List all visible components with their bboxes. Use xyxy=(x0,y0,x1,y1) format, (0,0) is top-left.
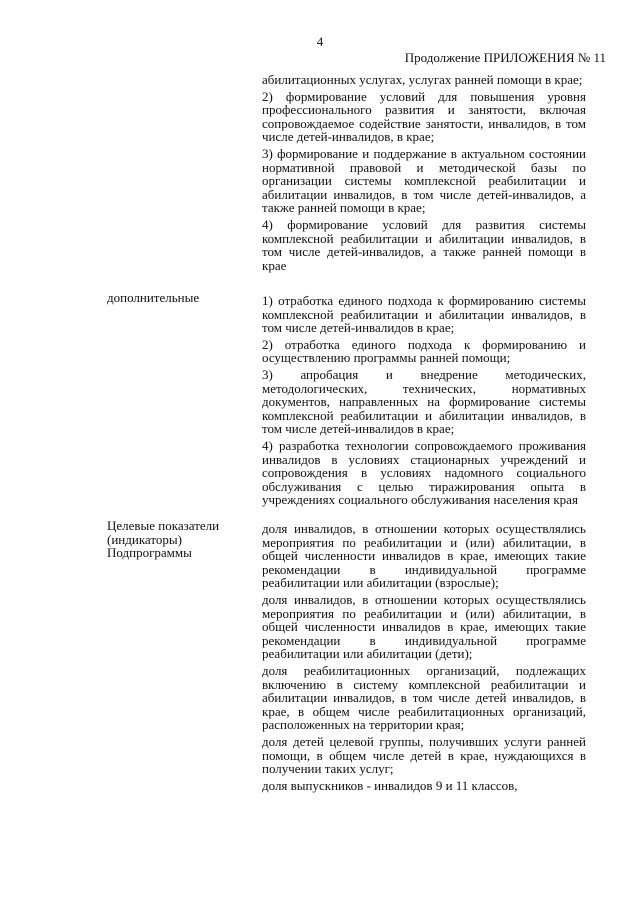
row-content xyxy=(262,519,586,792)
paragraph: доля детей целевой группы, получивших услуги ранней помощи, в общем числе детей в крае, нуждающихся в получении таких услуг; xyxy=(262,733,586,777)
appendix-continuation-header: Продолжение ПРИЛОЖЕНИЯ № 11 xyxy=(404,50,606,65)
paragraph: 3) формирование и поддержание в актуальном состоянии нормативной правовой и методической базы по организации системы комплексной реабилитации и абилитации инвалидов, в том числе детей-инвалидов, а также ранней помощи в крае; xyxy=(262,145,586,216)
paragraph: 2) формирование условий для повышения уровня профессионального развития и занятости, включая сопровождаемое содействие занятости, инвалидов, в том числе детей-инвалидов, в крае; xyxy=(262,88,586,145)
paragraph: 4) формирование условий для развития системы комплексной реабилитации и абилитации инвалидов, в том числе детей-инвалидов, а также ранней помощи в крае xyxy=(262,216,586,273)
passport-table xyxy=(0,73,640,795)
paragraph: 3) апробация и внедрение методических, методологических, технических, нормативных документов, направленных на формирование системы комплексной реабилитации и абилитации инвалидов, в том числе детей-инвалидов в крае; xyxy=(262,366,586,437)
table-row-tasks-main xyxy=(0,73,640,291)
paragraph: доля инвалидов, в отношении которых осуществлялись мероприятия по реабилитации и (или) абилитации, в общей численности инвалидов в крае, имеющих такие рекомендации в индивидуальной программе реабилитации или абилитации (взрослые); xyxy=(262,521,586,591)
row-label: Целевые показатели (индикаторы) Подпрограммы xyxy=(107,518,220,561)
page-number: 4 xyxy=(316,34,324,49)
paragraph: абилитационных услугах, услугах ранней помощи в крае; xyxy=(262,72,583,87)
paragraph: доля реабилитационных организаций, подлежащих включению в систему комплексной реабилитации и абилитации инвалидов, в том числе детей инвалидов, в крае, в общем числе реабилитационных организаций, расположенных на территории края; xyxy=(262,662,586,733)
row-content xyxy=(262,73,586,272)
paragraph: 4) разработка технологии сопровождаемого проживания инвалидов в условиях стационарных учреждений и сопровождения в условиях надомного социального обслуживания с целью тиражирования опыта в учреждениях социального обслуживания населения края xyxy=(262,437,586,508)
table-row-tasks-additional xyxy=(0,291,640,519)
paragraph: доля инвалидов, в отношении которых осуществлялись мероприятия по реабилитации и (или) абилитации, в общей численности инвалидов в крае, имеющих такие рекомендации в индивидуальной программе реабилитации или абилитации (дети); xyxy=(262,591,586,662)
table-row-target-indicators xyxy=(0,519,640,792)
paragraph: 2) отработка единого подхода к формированию и осуществлению программы ранней помощи; xyxy=(262,336,586,366)
paragraph: доля выпускников - инвалидов 9 и 11 классов, xyxy=(262,777,518,793)
paragraph: 1) отработка единого подхода к формированию системы комплексной реабилитации и абилитации инвалидов, в том числе детей-инвалидов в крае; xyxy=(262,293,586,336)
row-content xyxy=(262,291,586,507)
row-label: дополнительные xyxy=(107,290,200,305)
